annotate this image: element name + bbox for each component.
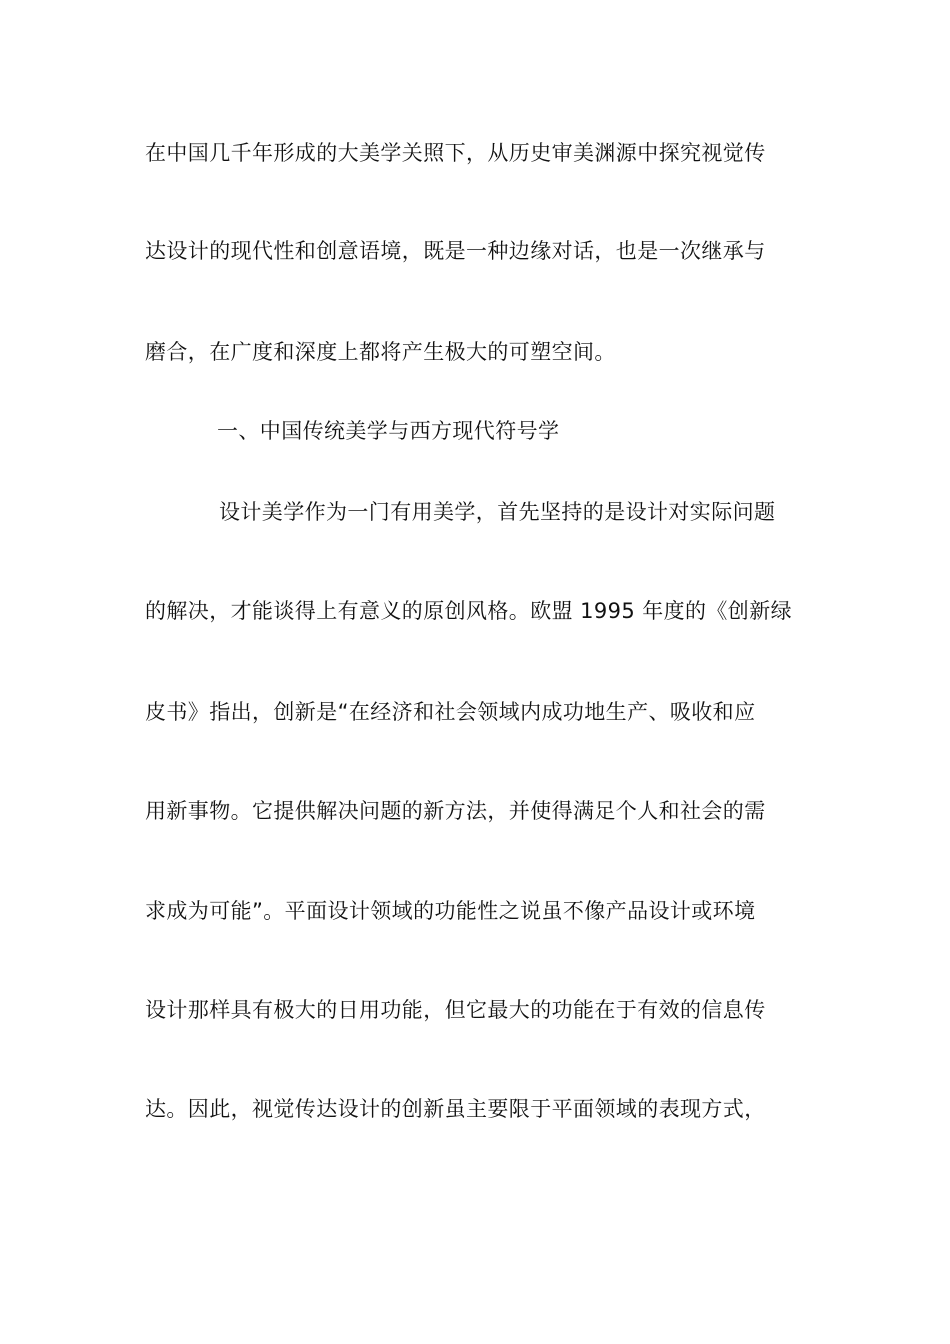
paragraph-line: 磨合，在广度和深度上都将产生极大的可塑空间。 (145, 340, 616, 364)
paragraph-line: 求成为可能”。平面设计领域的功能性之说虽不像产品设计或环境 (145, 899, 756, 923)
paragraph-line: 皮书》指出，创新是“在经济和社会领域内成功地生产、吸收和应 (145, 700, 756, 724)
paragraph-line: 达设计的现代性和创意语境，既是一种边缘对话，也是一次继承与 (145, 239, 766, 263)
paragraph-line: 达。因此，视觉传达设计的创新虽主要限于平面领域的表现方式， (145, 1097, 766, 1121)
paragraph-line: 在中国几千年形成的大美学关照下，从历史审美渊源中探究视觉传 (145, 141, 766, 165)
paragraph-line: 的解决，才能谈得上有意义的原创风格。欧盟 1995 年度的《创新绿 (145, 599, 792, 623)
section-heading: 一、中国传统美学与西方现代符号学 (217, 419, 560, 443)
paragraph-line: 设计美学作为一门有用美学，首先坚持的是设计对实际问题 (219, 500, 776, 524)
paragraph-line: 设计那样具有极大的日用功能，但它最大的功能在于有效的信息传 (145, 998, 766, 1022)
paragraph-line: 用新事物。它提供解决问题的新方法，并使得满足个人和社会的需 (145, 799, 766, 823)
